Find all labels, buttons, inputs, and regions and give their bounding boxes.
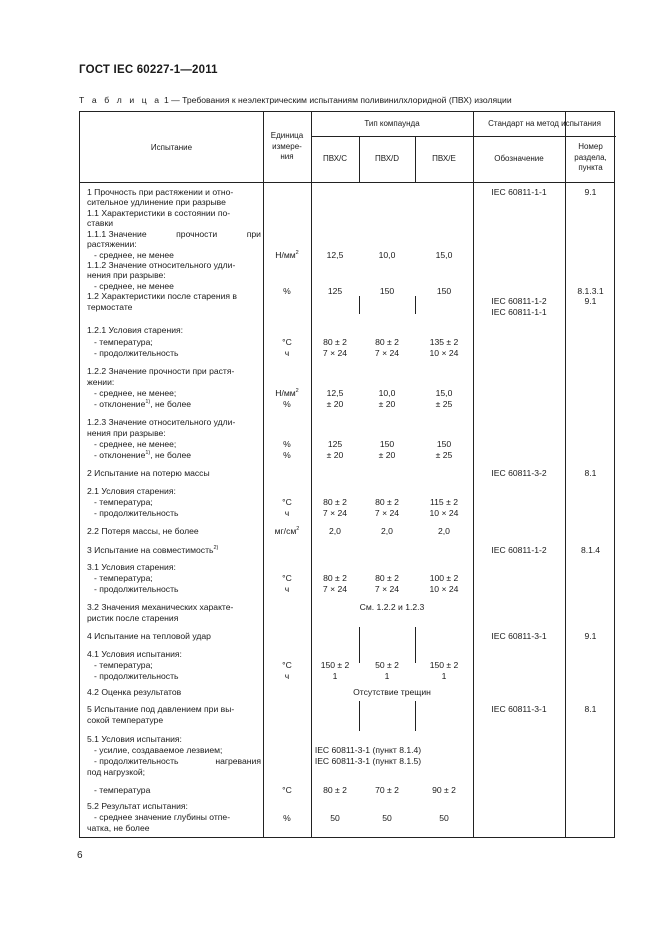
unit-cell	[263, 250, 311, 260]
header-designation: Обозначение	[494, 154, 544, 163]
requirements-table	[79, 111, 615, 838]
pvc-e-value: 150	[436, 286, 452, 296]
header-divider	[311, 136, 616, 137]
unit-cell: °С	[282, 497, 292, 507]
unit-cell: %	[283, 439, 291, 449]
merged-value: IEC 60811-3-1 (пункт 8.1.5)	[314, 756, 422, 766]
footnote-ref: 1)	[145, 399, 151, 405]
pvc-c-value: ± 20	[326, 450, 344, 460]
row-text: - среднее, не менее	[94, 250, 174, 260]
section-number: 9.1	[584, 187, 597, 197]
row-text: ставки	[87, 218, 114, 228]
pvc-e-value: 10 × 24	[429, 348, 459, 358]
row-text: жении:	[87, 377, 115, 387]
pvc-e-value: 150 ± 2	[429, 660, 459, 670]
std-designation: IEC 60811-3-1	[491, 704, 547, 714]
row-text	[94, 450, 191, 460]
row-text: - среднее значение глубины отпе-	[94, 812, 231, 822]
unit-sup: 2	[296, 526, 300, 532]
row-text-justified	[87, 229, 261, 239]
row-text: - температура	[94, 785, 151, 795]
row-text: 2.1 Условия старения:	[87, 486, 176, 496]
row-text: , не более	[150, 450, 192, 460]
row-text: - среднее, не менее	[94, 281, 174, 291]
header-unit-line: измере-	[272, 141, 302, 151]
pvc-c-value: 80 ± 2	[323, 573, 347, 583]
footnote-ref: 2)	[213, 545, 219, 551]
pvc-e-value: 10 × 24	[429, 508, 459, 518]
unit-text: Н/мм	[275, 250, 296, 260]
pvc-d-value: ± 20	[378, 450, 396, 460]
page-number: 6	[77, 850, 83, 861]
col-divider	[263, 112, 264, 837]
section-number: 8.1	[584, 704, 597, 714]
pvc-e-value: 90 ± 2	[432, 785, 456, 795]
row-text: 1.1.2 Значение относительного удли-	[87, 260, 236, 270]
pvc-c-value: 150 ± 2	[320, 660, 350, 670]
pvc-d-value: ± 20	[378, 399, 396, 409]
row-text	[94, 399, 191, 409]
unit-cell: ч	[284, 584, 290, 594]
unit-cell: °С	[282, 660, 292, 670]
row-text: - продолжительность	[94, 756, 179, 766]
pvc-d-value: 80 ± 2	[375, 573, 399, 583]
footnote-ref: 1)	[145, 450, 151, 456]
row-text: 1.1 Характеристики в состоянии по-	[87, 208, 231, 218]
pvc-d-value: 150	[379, 439, 395, 449]
header-unit-line: ния	[280, 152, 294, 161]
row-text: растяжении:	[87, 239, 137, 249]
unit-cell: %	[283, 813, 291, 823]
pvc-e-value: 10 × 24	[429, 584, 459, 594]
unit-cell: ч	[284, 348, 290, 358]
row-text: 4.2 Оценка результатов	[87, 687, 182, 697]
document-header: ГОСТ IEC 60227-1—2011	[79, 64, 218, 76]
header-unit-line: Единица	[270, 131, 304, 140]
header-divider	[80, 182, 614, 183]
header-section-line: пункта	[578, 163, 603, 172]
unit-sup: 2	[295, 250, 299, 256]
row-text: - температура;	[94, 497, 153, 507]
unit-cell	[263, 526, 311, 536]
std-designation: IEC 60811-1-1	[491, 187, 547, 197]
row-text: , не более	[150, 399, 192, 409]
pvc-c-value: 80 ± 2	[323, 785, 347, 795]
pvc-d-value: 70 ± 2	[375, 785, 399, 795]
section-number: 9.1	[584, 296, 597, 306]
pvc-e-value: 115 ± 2	[430, 497, 458, 507]
pvc-d-value: 7 × 24	[374, 508, 400, 518]
std-designation: IEC 60811-3-1	[491, 631, 547, 641]
pvc-c-value: 125	[327, 439, 343, 449]
row-text: 1 Прочность при растяжении и отно-	[87, 187, 234, 197]
row-text: 2.2 Потеря массы, не более	[87, 526, 199, 536]
header-pvc-c: ПВХ/С	[322, 154, 348, 163]
pvc-c-value: 7 × 24	[322, 508, 348, 518]
unit-cell: %	[283, 450, 291, 460]
row-text: сокой температуре	[87, 715, 164, 725]
pvc-c-value: 80 ± 2	[323, 497, 347, 507]
pvc-e-value: 15,0	[435, 250, 453, 260]
unit-cell: ч	[284, 671, 290, 681]
pvc-e-value: 100 ± 2	[429, 573, 459, 583]
row-text	[87, 545, 218, 555]
pvc-e-value: 50	[439, 813, 449, 823]
pvc-c-value: 7 × 24	[322, 348, 348, 358]
section-number: 8.1.4	[580, 545, 601, 555]
pvc-c-value: 2,0	[329, 526, 341, 536]
unit-cell: °С	[282, 785, 292, 795]
pvc-c-value: 7 × 24	[322, 584, 348, 594]
table-caption	[79, 95, 512, 105]
pvc-d-value: 10,0	[378, 250, 396, 260]
row-text: 5 Испытание под давлением при вы-	[87, 704, 235, 714]
header-section	[565, 142, 616, 174]
pvc-e-value: 150	[436, 439, 452, 449]
pvc-c-value: 12,5	[326, 250, 344, 260]
std-designation: IEC 60811-1-2	[491, 545, 547, 555]
row-text: 4.1 Условия испытания:	[87, 649, 182, 659]
col-divider	[415, 701, 416, 731]
row-text: 5.2 Результат испытания:	[87, 801, 188, 811]
std-designation: IEC 60811-3-2	[491, 468, 547, 478]
col-divider	[415, 627, 416, 663]
pvc-d-value: 10,0	[378, 388, 396, 398]
row-text: термостате	[87, 302, 133, 312]
row-text: - среднее, не менее;	[94, 388, 177, 398]
header-section-line: Номер	[578, 142, 603, 151]
unit-text: мг/см	[274, 526, 297, 536]
section-number: 8.1.3.1	[577, 286, 604, 296]
unit-cell	[263, 388, 311, 398]
pvc-e-value: 15,0	[435, 388, 453, 398]
unit-cell: °С	[282, 573, 292, 583]
row-text-justified	[94, 756, 261, 766]
col-divider	[359, 296, 360, 314]
row-text: при	[246, 229, 261, 239]
pvc-c-value: ± 20	[326, 399, 344, 409]
row-text: - продолжительность	[94, 584, 179, 594]
row-text: 5.1 Условия испытания:	[87, 734, 182, 744]
std-designation: IEC 60811-1-2	[491, 296, 547, 306]
row-text: ристик после старения	[87, 613, 179, 623]
header-standard: Стандарт на метод испытания	[488, 119, 601, 128]
row-text: чатка, не более	[87, 823, 150, 833]
row-text: под нагрузкой;	[87, 767, 146, 777]
row-text: нения при разрыве:	[87, 428, 166, 438]
unit-cell: ч	[284, 508, 290, 518]
header-pvc-e: ПВХ/Е	[432, 154, 456, 163]
unit-cell: %	[283, 399, 291, 409]
header-test: Испытание	[150, 143, 193, 152]
unit-text: Н/мм	[275, 388, 296, 398]
unit-sup: 2	[295, 388, 299, 394]
row-text: нения при разрыве:	[87, 270, 166, 280]
row-text: - отклонение	[94, 450, 146, 460]
header-pvc-d: ПВХ/D	[374, 154, 400, 163]
row-text: 3 Испытание на совместимость	[87, 545, 214, 555]
merged-value: См. 1.2.2 и 1.2.3	[359, 602, 425, 612]
row-text: - температура;	[94, 337, 153, 347]
pvc-e-value: 1	[441, 671, 447, 681]
pvc-d-value: 7 × 24	[374, 584, 400, 594]
row-text: нагревания	[215, 756, 261, 766]
row-text: 4 Испытание на тепловой удар	[87, 631, 211, 641]
pvc-c-value: 125	[327, 286, 343, 296]
row-text: - отклонение	[94, 399, 146, 409]
row-text: прочности	[176, 229, 218, 239]
pvc-e-value: ± 25	[435, 399, 453, 409]
row-text: 1.2 Характеристики после старения в	[87, 291, 237, 301]
header-unit	[263, 131, 311, 163]
row-text: 3.2 Значения механических характе-	[87, 602, 234, 612]
col-divider	[311, 112, 312, 837]
row-text: - продолжительность	[94, 348, 179, 358]
pvc-d-value: 50	[382, 813, 392, 823]
pvc-e-value: 2,0	[438, 526, 450, 536]
section-number: 9.1	[584, 631, 597, 641]
pvc-d-value: 150	[379, 286, 395, 296]
pvc-d-value: 80 ± 2	[375, 337, 399, 347]
pvc-e-value: 135 ± 2	[429, 337, 459, 347]
row-text: - продолжительность	[94, 508, 179, 518]
row-text: 1.2.3 Значение относительного удли-	[87, 417, 236, 427]
pvc-d-value: 2,0	[381, 526, 393, 536]
pvc-c-value: 1	[332, 671, 338, 681]
row-text: 1.1.1 Значение	[87, 229, 147, 239]
row-text: - продолжительность	[94, 671, 179, 681]
pvc-d-value: 50 ± 2	[375, 660, 399, 670]
row-text: 3.1 Условия старения:	[87, 562, 176, 572]
col-divider	[415, 296, 416, 314]
unit-cell: %	[283, 286, 291, 296]
std-designation: IEC 60811-1-1	[491, 307, 547, 317]
row-text: 1.2.2 Значение прочности при растя-	[87, 366, 235, 376]
pvc-c-value: 50	[330, 813, 340, 823]
pvc-e-value: ± 25	[435, 450, 453, 460]
pvc-d-value: 80 ± 2	[375, 497, 399, 507]
col-divider	[359, 627, 360, 663]
pvc-d-value: 7 × 24	[374, 348, 400, 358]
table-caption-prefix: Т а б л и ц а	[79, 95, 162, 105]
unit-cell: °С	[282, 337, 292, 347]
col-divider	[359, 701, 360, 731]
row-text: 1.2.1 Условия старения:	[87, 325, 184, 335]
pvc-c-value: 80 ± 2	[323, 337, 347, 347]
row-text: - среднее, не менее;	[94, 439, 177, 449]
pvc-c-value: 12,5	[326, 388, 344, 398]
header-compound-type: Тип компаунда	[364, 119, 420, 128]
row-text: 2 Испытание на потерю массы	[87, 468, 210, 478]
section-number: 8.1	[584, 468, 597, 478]
header-section-line: раздела,	[574, 152, 607, 162]
row-text: сительное удлинение при разрыве	[87, 197, 226, 207]
pvc-d-value: 1	[384, 671, 390, 681]
merged-value: Отсутствие трещин	[353, 687, 431, 697]
merged-value: IEC 60811-3-1 (пункт 8.1.4)	[314, 745, 422, 755]
row-text: - температура;	[94, 660, 153, 670]
row-text: - температура;	[94, 573, 153, 583]
table-caption-text: 1 — Требования к неэлектрическим испытаниям поливинилхлоридной (ПВХ) изоляции	[161, 95, 512, 105]
row-text: - усилие, создаваемое лезвием;	[94, 745, 223, 755]
